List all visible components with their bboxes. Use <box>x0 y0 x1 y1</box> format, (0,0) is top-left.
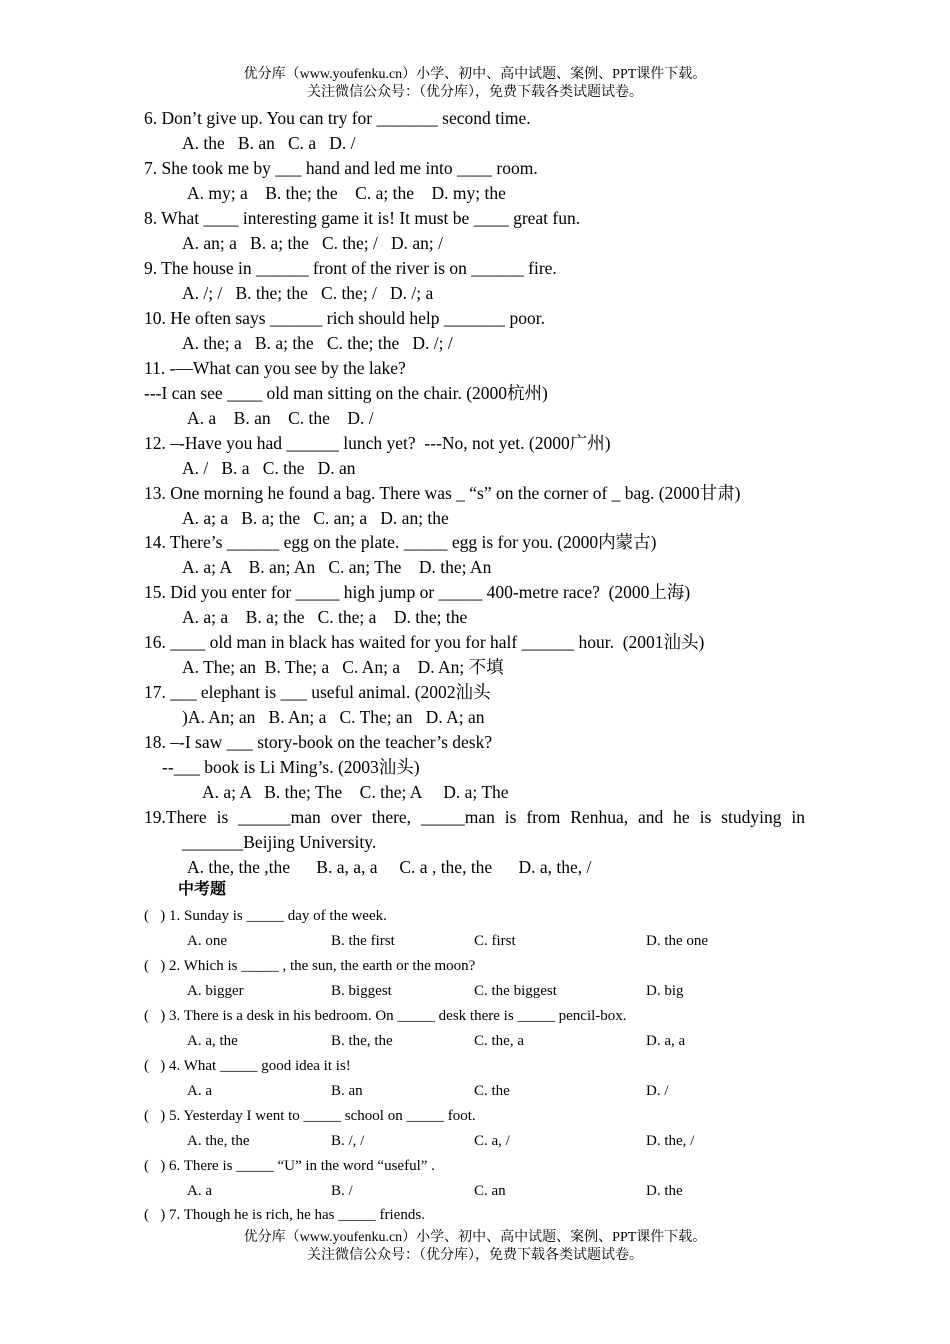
options-6: A. the B. an C. a D. / <box>182 133 356 153</box>
mc-3-option-d: D. a, a <box>646 1033 686 1049</box>
mc-question-4: ( ) 4. What _____ good idea it is! <box>144 1058 351 1074</box>
mc-2-option-a: A. bigger <box>187 983 244 999</box>
mc-1-option-d: D. the one <box>646 933 709 949</box>
mc-1-option-a: A. one <box>187 933 227 949</box>
mc-5-option-a: A. the, the <box>187 1133 250 1149</box>
options-18: A. a; A B. the; The C. the; A D. a; The <box>202 782 509 802</box>
options-13: A. a; a B. a; the C. an; a D. an; the <box>182 508 449 528</box>
mc-3-option-a: A. a, the <box>187 1033 238 1049</box>
options-7: A. my; a B. the; the C. a; the D. my; the <box>187 183 506 203</box>
mc-5-option-c: C. a, / <box>474 1133 510 1149</box>
mc-4-option-c: C. the <box>474 1083 510 1099</box>
mc-6-option-b: B. / <box>331 1183 353 1199</box>
options-17: )A. An; an B. An; a C. The; an D. A; an <box>182 707 485 727</box>
question-16: 16. ____ old man in black has waited for you for half ______ hour. (2001汕头) <box>144 632 705 652</box>
mc-question-3: ( ) 3. There is a desk in his bedroom. On _____ desk there is _____ pencil-box. <box>144 1008 627 1024</box>
page-header <box>0 66 950 102</box>
options-10: A. the; a B. a; the C. the; the D. /; / <box>182 333 453 353</box>
mc-2-option-c: C. the biggest <box>474 983 557 999</box>
mc-6-option-a: A. a <box>187 1183 212 1199</box>
mc-1-option-b: B. the first <box>331 933 395 949</box>
mc-5-option-b: B. /, / <box>331 1133 365 1149</box>
header-line-1: 优分库（www.youfenku.cn）小学、初中、高中试题、案例、PPT课件下载。 <box>243 67 707 82</box>
mc-1-option-c: C. first <box>474 933 516 949</box>
question-18-line-2: --___ book is Li Ming’s. (2003汕头) <box>162 757 420 777</box>
mc-question-6: ( ) 6. There is _____ “U” in the word “useful” . <box>144 1158 435 1174</box>
options-9: A. /; / B. the; the C. the; / D. /; a <box>182 283 434 303</box>
question-10: 10. He often says ______ rich should help _______ poor. <box>144 308 545 328</box>
mc-3-option-b: B. the, the <box>331 1033 393 1049</box>
mc-question-5: ( ) 5. Yesterday I went to _____ school on _____ foot. <box>144 1108 476 1124</box>
question-19: 19.There is ______man over there, _____man is from Renhua, and he is studying in <box>144 807 805 827</box>
footer-line-2: 关注微信公众号：（优分库），免费下载各类试题试卷。 <box>307 1248 643 1263</box>
mc-6-option-d: D. the <box>646 1183 683 1199</box>
question-15: 15. Did you enter for _____ high jump or _____ 400-metre race? (2000上海) <box>144 582 691 602</box>
question-14: 14. There’s ______ egg on the plate. _____ egg is for you. (2000内蒙古) <box>144 532 657 552</box>
options-12: A. / B. a C. the D. an <box>182 458 356 478</box>
question-17: 17. ___ elephant is ___ useful animal. (2002汕头 <box>144 682 491 702</box>
options-8: A. an; a B. a; the C. the; / D. an; / <box>182 233 443 253</box>
footer-line-1: 优分库（www.youfenku.cn）小学、初中、高中试题、案例、PPT课件下载。 <box>243 1230 707 1245</box>
question-7: 7. She took me by ___ hand and led me into ____ room. <box>144 158 538 178</box>
question-12: 12. –-Have you had ______ lunch yet? ---No, not yet. (2000广州) <box>144 433 611 453</box>
question-18: 18. –-I saw ___ story-book on the teacher’s desk? <box>144 732 493 752</box>
question-8: 8. What ____ interesting game it is! It must be ____ great fun. <box>144 208 581 228</box>
mc-4-option-d: D. / <box>646 1083 669 1099</box>
page-footer <box>0 1229 950 1265</box>
options-19: A. the, the ,the B. a, a, a C. a , the, the D. a, the, / <box>187 857 592 877</box>
options-15: A. a; a B. a; the C. the; a D. the; the <box>182 607 468 627</box>
question-9: 9. The house in ______ front of the river is on ______ fire. <box>144 258 557 278</box>
question-19-line-2: _______Beijing University. <box>182 832 377 852</box>
mc-question-1: ( ) 1. Sunday is _____ day of the week. <box>144 908 387 924</box>
options-16: A. The; an B. The; a C. An; a D. An; 不填 <box>182 657 504 677</box>
section-title: 中考题 <box>178 881 227 898</box>
mc-question-7: ( ) 7. Though he is rich, he has _____ friends. <box>144 1207 425 1223</box>
mc-question-2: ( ) 2. Which is _____ , the sun, the earth or the moon? <box>144 958 476 974</box>
mc-2-option-b: B. biggest <box>331 983 392 999</box>
mc-3-option-c: C. the, a <box>474 1033 524 1049</box>
options-14: A. a; A B. an; An C. an; The D. the; An <box>182 557 492 577</box>
mc-4-option-b: B. an <box>331 1083 363 1099</box>
options-11: A. a B. an C. the D. / <box>187 408 374 428</box>
mc-4-option-a: A. a <box>187 1083 212 1099</box>
mc-6-option-c: C. an <box>474 1183 506 1199</box>
mc-2-option-d: D. big <box>646 983 684 999</box>
question-13: 13. One morning he found a bag. There was _ “s” on the corner of _ bag. (2000甘肃) <box>144 483 741 503</box>
mc-5-option-d: D. the, / <box>646 1133 695 1149</box>
header-line-2: 关注微信公众号：（优分库），免费下载各类试题试卷。 <box>307 85 643 100</box>
question-6: 6. Don’t give up. You can try for _______ second time. <box>144 108 531 128</box>
question-11-line-2: ---I can see ____ old man sitting on the chair. (2000杭州) <box>144 383 548 403</box>
question-11: 11. -––What can you see by the lake? <box>144 358 406 378</box>
